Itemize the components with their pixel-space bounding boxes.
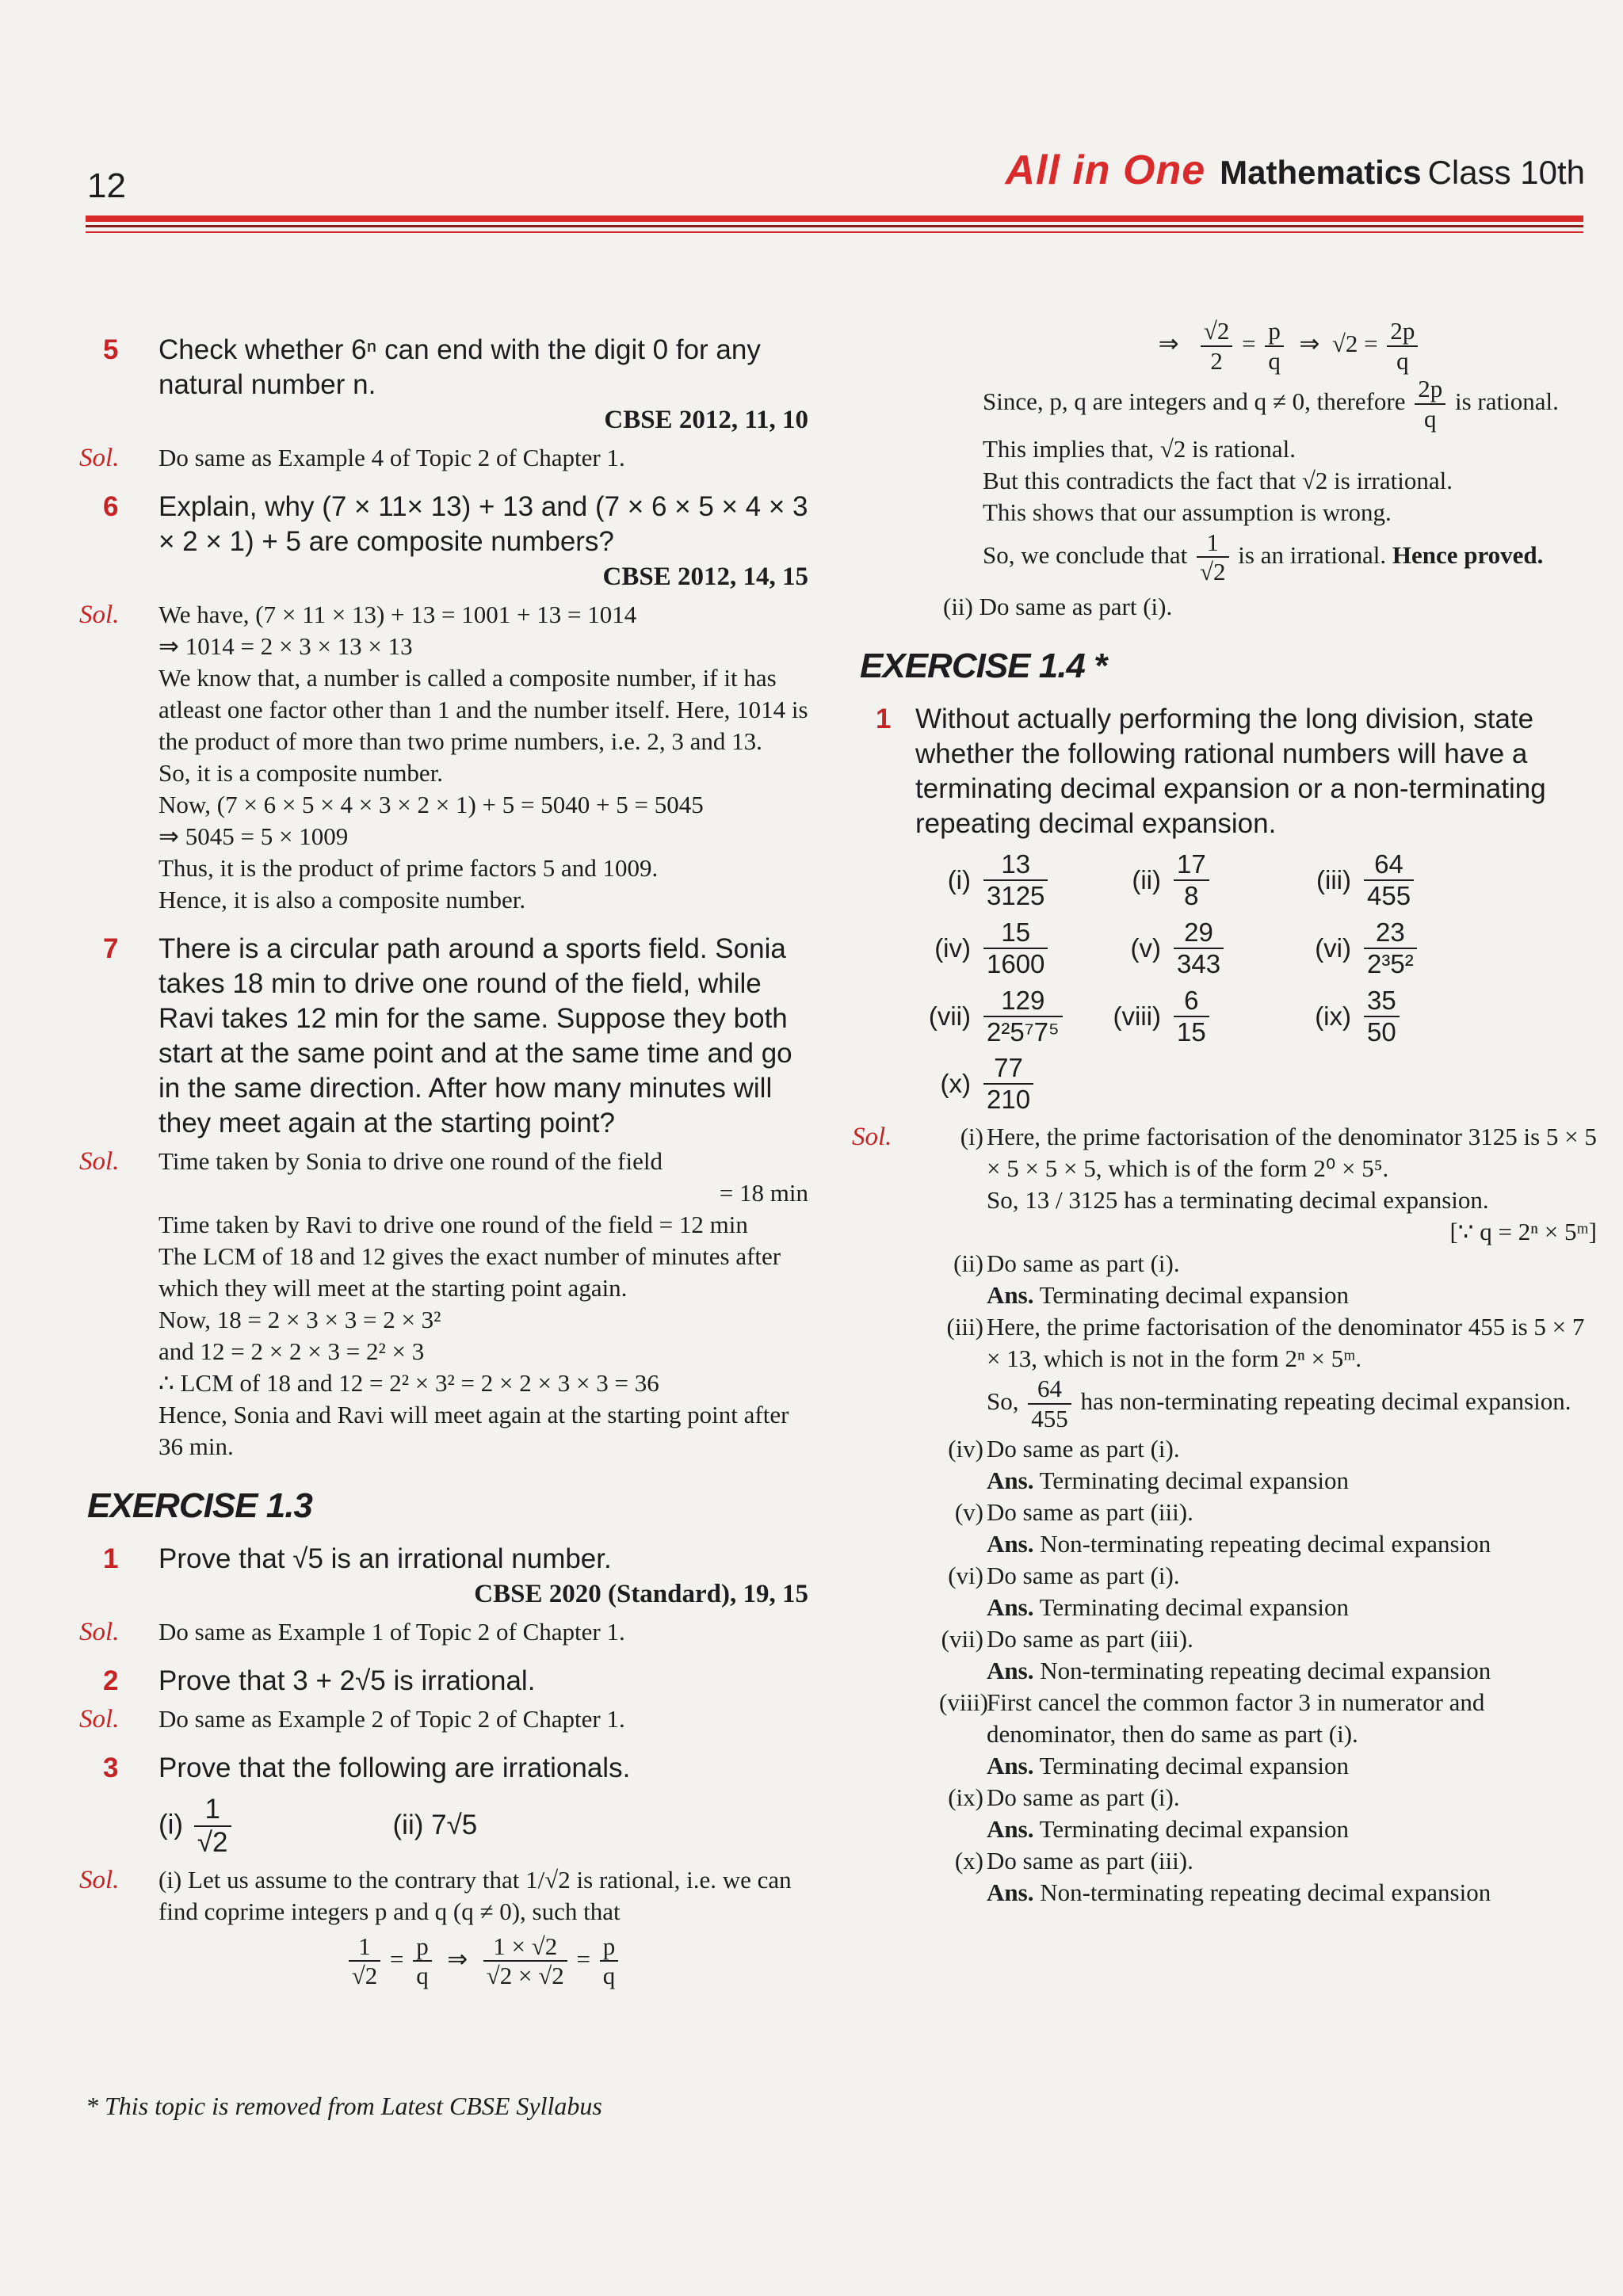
fraction-denominator: 1600 <box>987 948 1045 978</box>
fraction-numerator: 35 <box>1364 986 1400 1017</box>
part-label: (v) <box>954 1497 983 1526</box>
option <box>915 917 1106 979</box>
answer-text: Terminating decimal expansion <box>1039 1751 1350 1779</box>
fraction-denominator: 8 <box>1184 880 1199 910</box>
answer-line <box>939 1528 1597 1560</box>
question-text: Prove that 3 + 2√5 is irrational. <box>158 1665 536 1696</box>
fraction-numerator: 77 <box>983 1053 1033 1085</box>
answer-text: Terminating decimal expansion <box>1039 1814 1350 1843</box>
answer-label: Ans. <box>987 1592 1034 1621</box>
fraction <box>194 1794 231 1859</box>
solution-line: But this contradicts the fact that √2 is irrational. <box>983 466 1453 494</box>
left-column <box>79 317 808 1990</box>
option <box>1106 849 1296 911</box>
fraction <box>1197 528 1229 586</box>
fraction-denominator: 50 <box>1367 1016 1396 1047</box>
part-text: Here, the prime factorisation of the denominator 3125 is 5 × 5 × 5 × 5 × 5, which is of the form 2⁰ × 5⁵. <box>987 1123 1597 1183</box>
line-text: is an irrational. <box>1238 540 1387 569</box>
exercise-title: EXERCISE 1.3 <box>87 1486 312 1525</box>
question-source: CBSE 2012, 11, 10 <box>604 406 808 434</box>
answer-label: Ans. <box>987 1878 1034 1906</box>
fraction <box>1028 1375 1071 1432</box>
solution-line: Now, 18 = 2 × 3 × 3 = 2 × 3² <box>158 1306 441 1333</box>
question-text: Check whether 6ⁿ can end with the digit 0 for any natural number n. <box>158 334 761 400</box>
line-text: is rational. <box>1454 387 1559 416</box>
solution-line: This implies that, √2 is rational. <box>983 434 1296 463</box>
brand-header <box>1005 147 1585 194</box>
fraction <box>600 1932 619 1990</box>
line-emphasis: Hence proved. <box>1392 540 1544 569</box>
answer-line <box>939 1877 1597 1909</box>
answer-text: Non-terminating repeating decimal expansion <box>1040 1656 1491 1684</box>
question-text: There is a circular path around a sports field. Sonia takes 18 min to drive one round of the field, while Ravi takes 12 min for the same. Suppose they both start at the same point and at the same time and go in the same direction. After how many minutes will they meet again at the starting point? <box>158 933 792 1138</box>
fraction-numerator: 64 <box>1028 1375 1071 1405</box>
solution-label: Sol. <box>79 1618 120 1646</box>
question-parts <box>158 1794 808 1859</box>
option-label: (i) <box>947 864 971 894</box>
option-label: (ix) <box>1315 1001 1351 1031</box>
answer-line <box>939 1750 1597 1782</box>
option <box>1106 917 1296 979</box>
solution-line: We have, (7 × 11 × 13) + 13 = 1001 + 13 = 1014 <box>158 601 637 628</box>
fraction <box>983 917 1048 979</box>
fraction <box>1174 986 1209 1047</box>
part-label: (ii) <box>953 1249 983 1278</box>
fraction-numerator: 2p <box>1387 317 1418 347</box>
fraction-numerator: 1 × √2 <box>483 1932 567 1962</box>
solution-line <box>983 375 1597 433</box>
part-label: (ix) <box>948 1783 983 1811</box>
ex14-solution-1 <box>852 1121 1597 1908</box>
answer-label: Ans. <box>987 1529 1034 1558</box>
exercise-title: EXERCISE 1.4 * <box>860 646 1107 685</box>
answer-label: Ans. <box>987 1466 1034 1494</box>
fraction-numerator: 1 <box>194 1794 231 1827</box>
brand-class: Class 10th <box>1427 154 1585 191</box>
option <box>1296 986 1486 1047</box>
solution-line: (ii) Do same as part (i). <box>943 592 1173 620</box>
solution-part <box>939 1497 1597 1528</box>
option <box>915 986 1106 1047</box>
fraction <box>1201 317 1233 375</box>
solution-line: = 18 min <box>719 1179 808 1207</box>
solution-line: Thus, it is the product of prime factors 5 and 1009. <box>158 854 659 882</box>
solution-label: Sol. <box>79 444 120 472</box>
solution-part <box>939 1560 1597 1592</box>
option <box>915 849 1106 911</box>
fraction-numerator: p <box>600 1932 619 1962</box>
fraction-denominator: q <box>1268 346 1281 375</box>
question-number: 1 <box>103 1543 119 1574</box>
solution-label: Sol. <box>79 1147 120 1176</box>
part-text: Do same as part (iii). <box>987 1846 1193 1875</box>
solution-label: Sol. <box>79 601 120 629</box>
fraction <box>983 1053 1033 1115</box>
answer-line <box>939 1280 1597 1311</box>
solution-part <box>939 1248 1597 1280</box>
question-text: Explain, why (7 × 11× 13) + 13 and (7 × 6 × 5 × 4 × 3 × 2 × 1) + 5 are composite numbers? <box>158 491 808 557</box>
fraction-denominator: q <box>1423 404 1437 433</box>
fraction-numerator: p <box>413 1932 432 1962</box>
solution-part <box>939 1121 1597 1184</box>
fraction <box>1387 317 1418 375</box>
option-label: (viii) <box>1113 1001 1161 1031</box>
ex13-question-3 <box>79 1751 808 1859</box>
solution-7 <box>79 1146 808 1463</box>
ex14-question-1 <box>852 702 1597 841</box>
answer-text: Terminating decimal expansion <box>1039 1281 1350 1310</box>
fraction-denominator: 343 <box>1177 948 1221 978</box>
solution-text: Do same as Example 1 of Topic 2 of Chapter 1. <box>158 1618 625 1646</box>
part-i <box>158 1794 235 1859</box>
fraction-numerator: 1 <box>1197 528 1229 559</box>
fraction <box>349 1932 381 1990</box>
fraction-numerator: 23 <box>1364 917 1417 949</box>
solution-line: So, it is a composite number. <box>158 759 444 787</box>
fraction-denominator: q <box>416 1962 429 1990</box>
part-text: First cancel the common factor 3 in numerator and denominator, then do same as part (i). <box>987 1688 1485 1748</box>
solution-part <box>939 1623 1597 1655</box>
fraction-numerator: p <box>1265 317 1284 347</box>
footnote: * This topic is removed from Latest CBSE Syllabus <box>86 2092 602 2120</box>
header-rule-dark <box>86 225 1583 227</box>
part-label: (iii) <box>946 1313 983 1341</box>
solution-line: Now, (7 × 6 × 5 × 4 × 3 × 2 × 1) + 5 = 5040 + 5 = 5045 <box>158 791 704 818</box>
solution-label: Sol. <box>852 1123 892 1152</box>
solution-line: Time taken by Ravi to drive one round of the field = 12 min <box>158 1211 748 1238</box>
fraction <box>1364 917 1417 979</box>
answer-text: Non-terminating repeating decimal expansion <box>1040 1878 1491 1906</box>
fraction <box>1415 375 1445 433</box>
answer-text: Terminating decimal expansion <box>1039 1592 1350 1621</box>
question-number: 6 <box>103 491 119 522</box>
ex13-solution-1 <box>79 1616 808 1648</box>
fraction-numerator: 13 <box>983 849 1048 881</box>
answer-label: Ans. <box>987 1281 1034 1310</box>
answer-line <box>939 1655 1597 1687</box>
fraction <box>983 986 1063 1047</box>
line-text: has non-terminating repeating decimal expansion. <box>1080 1387 1571 1416</box>
fraction-denominator: 2²5⁷7⁵ <box>987 1016 1060 1047</box>
part-text: Do same as part (i). <box>987 1434 1180 1463</box>
fraction-denominator: q <box>602 1962 616 1990</box>
solution-note: [∵ q = 2ⁿ × 5ᵐ] <box>1449 1218 1597 1246</box>
fraction-denominator: 210 <box>987 1085 1031 1115</box>
answer-label: Ans. <box>987 1814 1034 1843</box>
part-text: Do same as part (i). <box>987 1561 1180 1589</box>
right-column <box>852 317 1597 1909</box>
fraction <box>483 1932 567 1990</box>
fraction <box>1265 317 1284 375</box>
solution-line: and 12 = 2 × 2 × 3 = 2² × 3 <box>158 1337 425 1365</box>
solution-line: ⇒ 5045 = 5 × 1009 <box>158 822 349 850</box>
solution-line: We know that, a number is called a composite number, if it has atleast one factor other than 1 and the number itself. Here, 1014 is the product of more than two prime numbers, i.e. 2, 3 and 13. <box>158 664 808 755</box>
solution-line: ∴ LCM of 18 and 12 = 2² × 3² = 2 × 2 × 3 × 3 = 36 <box>158 1369 659 1397</box>
equation: $\frac{1}{√2}$ = $\frac{p}{q}$ ⇒ $\frac{1 \times √2}{√2 \times √2}$ = $\frac{p}{q}$ <box>158 1932 808 1990</box>
solution-line <box>939 1375 1597 1432</box>
question-text: Without actually performing the long division, state whether the following rational numbers will have a terminating decimal expansion or a non-terminating repeating decimal expansion. <box>915 703 1546 839</box>
question-number: 2 <box>103 1665 119 1696</box>
answer-line <box>939 1592 1597 1623</box>
option <box>1296 849 1486 911</box>
solution-line: (i) Let us assume to the contrary that 1/√2 is rational, i.e. we can find coprime integers p and q (q ≠ 0), such that <box>158 1865 792 1925</box>
fraction-denominator: 2³5² <box>1367 948 1414 978</box>
part-label: (i) <box>960 1123 983 1151</box>
part-text: Do same as part (iii). <box>987 1624 1193 1653</box>
brand-subject: Mathematics <box>1220 154 1422 191</box>
question-5 <box>79 333 808 437</box>
question-text: Prove that √5 is an irrational number. <box>158 1543 612 1574</box>
fraction <box>1174 849 1209 911</box>
fraction-numerator: √2 <box>1201 317 1233 347</box>
question-number: 1 <box>876 703 892 734</box>
fraction-denominator: √2 × √2 <box>486 1962 564 1990</box>
part-label: (vii) <box>941 1624 983 1653</box>
fraction-denominator: 455 <box>1367 880 1411 910</box>
solution-line: This shows that our assumption is wrong. <box>983 498 1392 526</box>
fraction <box>413 1932 432 1990</box>
solution-5 <box>79 442 808 474</box>
solution-label: Sol. <box>79 1705 120 1733</box>
equation: ⇒ $\frac{√2}{2}$ = $\frac{p}{q}$ ⇒ √2 = $\frac{2p}{q}$ <box>983 317 1597 375</box>
part-label: (x) <box>954 1846 983 1875</box>
fraction-numerator: 1 <box>349 1932 381 1962</box>
part-label: (ii) <box>392 1810 424 1840</box>
fraction-denominator: 2 <box>1210 346 1223 375</box>
fraction-numerator: 2p <box>1415 375 1445 405</box>
fraction-numerator: 29 <box>1174 917 1224 949</box>
fraction-denominator: q <box>1396 346 1409 375</box>
ex13-solution-3 <box>79 1864 808 1990</box>
question-text: Prove that the following are irrationals. <box>158 1753 631 1783</box>
part-label: (viii) <box>939 1688 988 1716</box>
option <box>1106 986 1296 1047</box>
question-number: 3 <box>103 1753 119 1783</box>
answer-label: Ans. <box>987 1751 1034 1779</box>
fraction <box>1174 917 1224 979</box>
answer-label: Ans. <box>987 1656 1034 1684</box>
header-rule-thin <box>86 231 1583 233</box>
brand-logo: All in One <box>1005 147 1206 193</box>
fraction-numerator: 15 <box>983 917 1048 949</box>
solution-6 <box>79 599 808 916</box>
question-7 <box>79 932 808 1141</box>
option <box>915 1053 1106 1115</box>
header-rule <box>86 215 1583 222</box>
part-ii <box>393 1794 478 1859</box>
part-text: Do same as part (iii). <box>987 1497 1193 1526</box>
part-text: Do same as part (i). <box>987 1783 1180 1811</box>
fraction-denominator: 15 <box>1177 1016 1206 1047</box>
ex13-solution-2 <box>79 1703 808 1735</box>
fraction-numerator: 6 <box>1174 986 1209 1017</box>
question-number: 5 <box>103 334 119 365</box>
line-text: So, we conclude that <box>983 540 1188 569</box>
solution-text: Do same as Example 2 of Topic 2 of Chapter 1. <box>158 1705 625 1733</box>
solution-label: Sol. <box>79 1865 120 1894</box>
option-label: (iv) <box>934 933 971 963</box>
part-label: (vi) <box>948 1561 983 1589</box>
line-text: Since, p, q are integers and q ≠ 0, therefore <box>983 387 1406 416</box>
solution-part <box>939 1845 1597 1877</box>
fraction-denominator: 455 <box>1031 1404 1068 1432</box>
option-label: (vii) <box>928 1001 971 1031</box>
option-label: (vi) <box>1315 933 1351 963</box>
fraction-numerator: 17 <box>1174 849 1209 881</box>
option-label: (ii) <box>1132 864 1161 894</box>
part-label: (iv) <box>948 1434 983 1463</box>
solution-line: So, 13 / 3125 has a terminating decimal expansion. <box>987 1186 1489 1215</box>
fraction-denominator: √2 <box>351 1962 378 1990</box>
part-text: 7√5 <box>431 1810 478 1840</box>
option-label: (iii) <box>1316 864 1351 894</box>
solution-line: ⇒ 1014 = 2 × 3 × 13 × 13 <box>158 632 413 660</box>
fraction-denominator: √2 <box>1200 558 1226 586</box>
fraction-denominator: √2 <box>197 1827 228 1859</box>
fraction <box>983 849 1048 911</box>
question-6 <box>79 490 808 594</box>
page-number: 12 <box>87 166 126 205</box>
solution-line: The LCM of 18 and 12 gives the exact number of minutes after which they will meet at the starting point again. <box>158 1242 781 1302</box>
solution-line: Hence, Sonia and Ravi will meet again at the starting point after 36 min. <box>158 1401 789 1460</box>
proof-continuation <box>852 317 1597 586</box>
fraction <box>1364 986 1400 1047</box>
line-text: So, <box>987 1387 1019 1416</box>
option-label: (v) <box>1130 933 1161 963</box>
solution-line <box>983 528 1597 586</box>
equation-text: √2 = <box>1331 329 1378 357</box>
answer-line <box>939 1814 1597 1845</box>
option-label: (x) <box>940 1069 971 1099</box>
fraction <box>1364 849 1414 911</box>
part-text: Here, the prime factorisation of the denominator 455 is 5 × 7 × 13, which is not in the form 2ⁿ × 5ᵐ. <box>987 1313 1585 1373</box>
fraction-numerator: 129 <box>983 986 1063 1017</box>
ex13-question-2 <box>79 1664 808 1699</box>
solution-part <box>939 1433 1597 1465</box>
ex13-question-1 <box>79 1542 808 1611</box>
solution-part <box>939 1311 1597 1375</box>
question-options <box>852 849 1597 1116</box>
solution-line: Time taken by Sonia to drive one round of the field <box>158 1147 663 1175</box>
solution-part <box>939 1687 1597 1750</box>
answer-line <box>939 1465 1597 1497</box>
question-source: CBSE 2020 (Standard), 19, 15 <box>474 1580 808 1608</box>
option <box>1296 917 1486 979</box>
fraction-numerator: 64 <box>1364 849 1414 881</box>
part-label: (i) <box>158 1809 184 1840</box>
question-number: 7 <box>103 933 119 964</box>
proof-part-ii <box>852 591 1597 623</box>
fraction-denominator: 3125 <box>987 880 1045 910</box>
solution-text: Do same as Example 4 of Topic 2 of Chapter 1. <box>158 444 625 471</box>
question-source: CBSE 2012, 14, 15 <box>602 563 808 591</box>
answer-text: Non-terminating repeating decimal expansion <box>1040 1529 1491 1558</box>
solution-line: Hence, it is also a composite number. <box>158 886 526 913</box>
solution-part <box>939 1782 1597 1814</box>
part-text: Do same as part (i). <box>987 1249 1180 1278</box>
answer-text: Terminating decimal expansion <box>1039 1466 1350 1494</box>
